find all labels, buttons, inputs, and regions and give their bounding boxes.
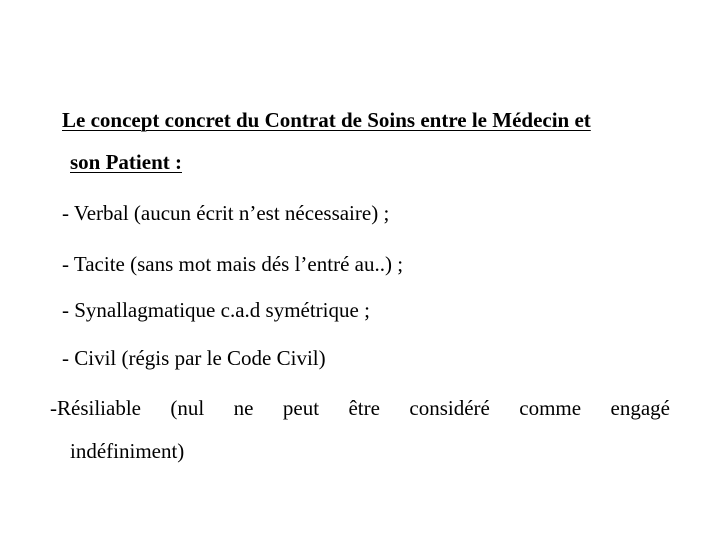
word: (nul — [170, 396, 205, 420]
word: être — [348, 396, 380, 420]
word: considéré — [409, 396, 490, 420]
word: engagé — [610, 396, 670, 420]
word: peut — [282, 396, 320, 420]
word: -Résiliable — [50, 396, 141, 420]
bullet-verbal: - Verbal (aucun écrit n’est nécessaire) ; — [62, 201, 390, 225]
bullet-tacite: - Tacite (sans mot mais dés l’entré au..) ; — [62, 252, 404, 276]
bullet-resiliable-line-1 — [50, 396, 670, 420]
bullet-synallagmatique: - Synallagmatique c.a.d symétrique ; — [62, 298, 370, 322]
word: ne — [233, 396, 254, 420]
bullet-civil: - Civil (régis par le Code Civil) — [62, 346, 326, 370]
slide-title-line-2: son Patient : — [70, 150, 182, 174]
bullet-resiliable-line-2: indéfiniment) — [70, 439, 185, 463]
slide-title-line-1: Le concept concret du Contrat de Soins entre le Médecin et — [62, 108, 591, 132]
word: comme — [519, 396, 582, 420]
